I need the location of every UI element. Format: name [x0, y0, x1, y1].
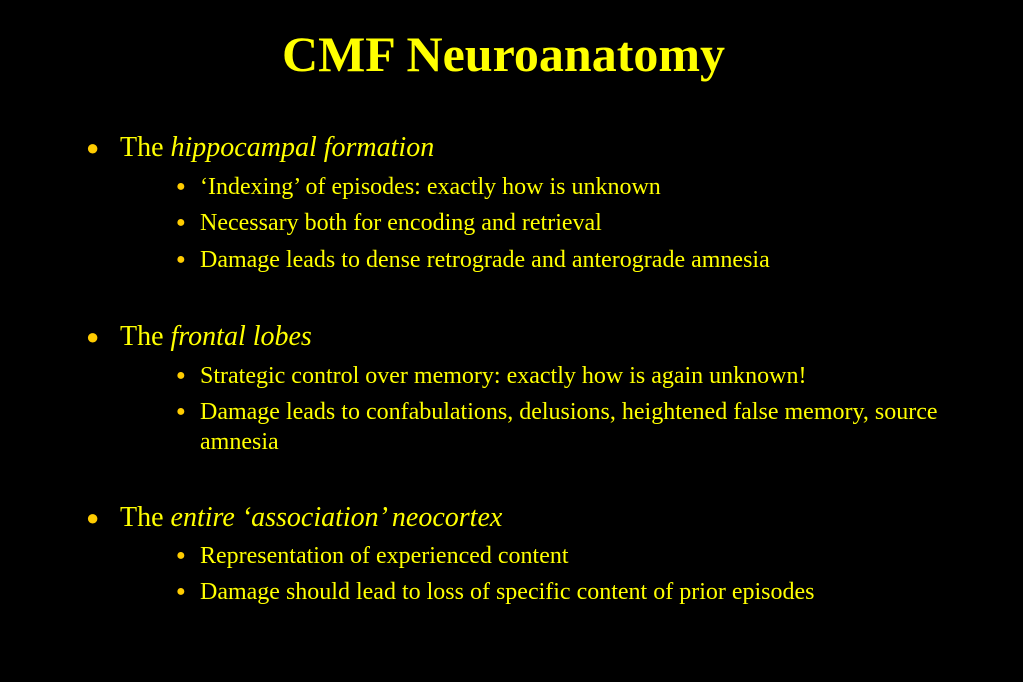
- bullet-prefix: The: [120, 132, 164, 163]
- sub-bullet: [176, 577, 976, 607]
- bullet-icon: ●: [86, 324, 100, 349]
- sub-bullet-text: Damage should lead to loss of specific content of prior episodes: [200, 579, 815, 605]
- sub-bullet: [176, 397, 976, 457]
- bullet-icon: ●: [176, 547, 186, 564]
- sub-bullet: [176, 172, 976, 202]
- main-bullet-hippocampal: [86, 131, 434, 165]
- bullet-icon: ●: [176, 583, 186, 600]
- bullet-icon: ●: [176, 403, 186, 420]
- sub-bullet: [176, 208, 976, 238]
- bullet-emphasis: hippocampal formation: [170, 132, 435, 163]
- bullet-icon: ●: [176, 251, 186, 268]
- bullet-icon: ●: [86, 135, 100, 160]
- bullet-icon: ●: [176, 367, 186, 384]
- bullet-prefix: The: [120, 321, 164, 352]
- sub-bullet-text: Damage leads to confabulations, delusions, heightened false memory, source amnesia: [200, 399, 938, 455]
- bullet-icon: ●: [176, 178, 186, 195]
- sub-bullet-text: Representation of experienced content: [200, 543, 569, 569]
- sub-bullet: [176, 541, 976, 571]
- main-bullet-frontal: [86, 320, 312, 354]
- sub-bullet: [176, 245, 976, 275]
- bullet-icon: ●: [176, 214, 186, 231]
- sub-bullet-text: ‘Indexing’ of episodes: exactly how is unknown: [200, 174, 661, 200]
- bullet-icon: ●: [86, 505, 100, 530]
- bullet-emphasis: frontal lobes: [170, 321, 312, 352]
- main-bullet-neocortex: [86, 501, 502, 535]
- bullet-emphasis: entire ‘association’ neocortex: [170, 502, 503, 533]
- sub-bullet-text: Damage leads to dense retrograde and anterograde amnesia: [200, 247, 770, 273]
- sub-bullet-text: Strategic control over memory: exactly how is again unknown!: [200, 363, 807, 389]
- sub-bullet: [176, 361, 976, 391]
- slide-title: CMF Neuroanatomy: [282, 26, 725, 82]
- bullet-prefix: The: [120, 502, 164, 533]
- sub-bullet-text: Necessary both for encoding and retrieval: [200, 210, 602, 236]
